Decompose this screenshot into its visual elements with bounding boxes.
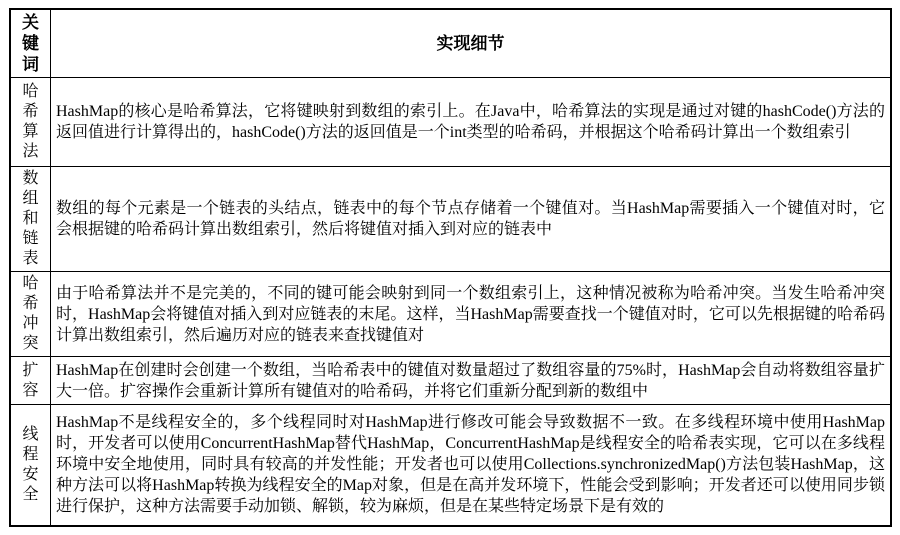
detail-cell-hash-collision: 由于哈希算法并不是完美的，不同的键可能会映射到同一个数组索引上，这种情况被称为哈希冲突。当发生哈希冲突时，HashMap会将键值对插入到对应链表的末尾。这样，当HashMap需要查找一个键值对时，它可以先根据键的哈希码计算出数组索引，然后遍历对应的链表来查找键值对: [51, 272, 892, 357]
table-header-row: [10, 9, 891, 78]
table-row: [10, 272, 891, 357]
header-detail-column: 实现细节: [51, 9, 892, 78]
table-row: [10, 357, 891, 405]
table-row: [10, 405, 891, 526]
keyword-cell-resize: 扩容: [10, 357, 51, 405]
detail-cell-hash-algorithm: HashMap的核心是哈希算法，它将键映射到数组的索引上。在Java中，哈希算法的实现是通过对键的hashCode()方法的返回值进行计算得出的，hashCode()方法的返回值是一个int类型的哈希码，并根据这个哈希码计算出一个数组索引: [51, 78, 892, 167]
table-row: [10, 167, 891, 272]
table-row: [10, 78, 891, 167]
detail-cell-resize: HashMap在创建时会创建一个数组，当哈希表中的键值对数量超过了数组容量的75%时，HashMap会自动将数组容量扩大一倍。扩容操作会重新计算所有键值对的哈希码，并将它们重新分配到新的数组中: [51, 357, 892, 405]
hashmap-detail-table: [9, 8, 892, 527]
detail-cell-thread-safety: HashMap不是线程安全的，多个线程同时对HashMap进行修改可能会导致数据不一致。在多线程环境中使用HashMap时，开发者可以使用ConcurrentHashMap替代HashMap，ConcurrentHashMap是线程安全的哈希表实现，它可以在多线程环境中安全地使用，同时具有较高的并发性能；开发者也可以使用Collections.synchronizedMap()方法包装HashMap，这种方法可以将HashMap转换为线程安全的Map对象，但是在高并发环境下，性能会受到影响；开发者还可以使用同步锁进行保护，这种方法需要手动加锁、解锁，较为麻烦，但是在某些特定场景下是有效的: [51, 405, 892, 526]
detail-cell-array-linkedlist: 数组的每个元素是一个链表的头结点，链表中的每个节点存储着一个键值对。当HashMap需要插入一个键值对时，它会根据键的哈希码计算出数组索引，然后将键值对插入到对应的链表中: [51, 167, 892, 272]
header-keyword-column: 关键词: [10, 9, 51, 78]
keyword-cell-thread-safety: 线程安全: [10, 405, 51, 526]
keyword-cell-hash-algorithm: 哈希算法: [10, 78, 51, 167]
keyword-cell-hash-collision: 哈希冲突: [10, 272, 51, 357]
keyword-cell-array-linkedlist: 数组和链表: [10, 167, 51, 272]
